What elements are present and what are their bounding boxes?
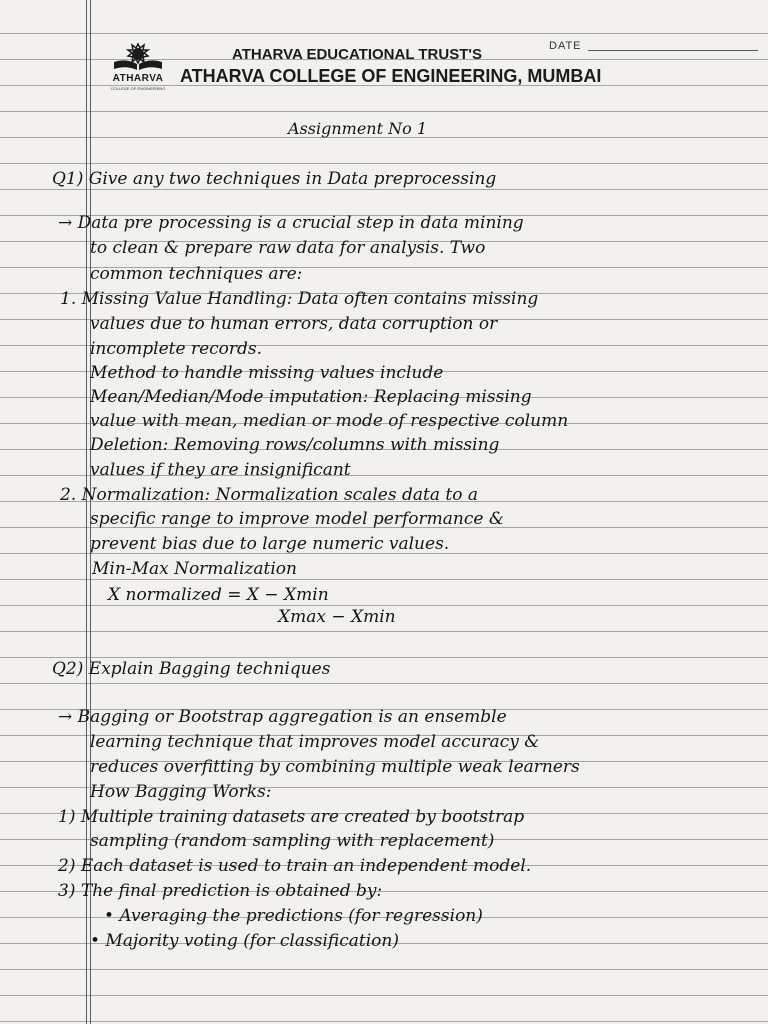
college-name: ATHARVA COLLEGE OF ENGINEERING, MUMBAI [180, 66, 602, 86]
text-line: reduces overfitting by combining multiple weak learners [90, 757, 580, 777]
text-line: specific range to improve model performance & [90, 509, 504, 529]
formula-denominator: Xmax − Xmin [278, 607, 396, 627]
logo-wordmark: ATHARVA [112, 73, 164, 84]
text-line: common techniques are: [90, 264, 303, 284]
text-line: 3) The final prediction is obtained by: [58, 881, 383, 901]
assignment-title: Assignment No 1 [288, 119, 427, 138]
text-line: 2) Each dataset is used to train an independent model. [58, 856, 532, 876]
text-line: Deletion: Removing rows/columns with missing [90, 435, 500, 455]
text-line: → Bagging or Bootstrap aggregation is an ensemble [58, 707, 507, 727]
text-line: incomplete records. [90, 339, 263, 359]
text-line: • Averaging the predictions (for regression) [104, 906, 483, 926]
page-header [0, 0, 768, 100]
date-field-line [588, 50, 758, 51]
trust-name: ATHARVA EDUCATIONAL TRUST'S [232, 46, 482, 63]
question-2: Q2) Explain Bagging techniques [52, 659, 331, 679]
text-line: 1) Multiple training datasets are created by bootstrap [58, 807, 525, 827]
text-line: values due to human errors, data corruption or [90, 314, 498, 334]
text-line: prevent bias due to large numeric values. [90, 534, 450, 554]
text-line: How Bagging Works: [90, 782, 272, 802]
text-line: value with mean, median or mode of respective column [90, 411, 569, 431]
text-line: 2. Normalization: Normalization scales data to a [60, 485, 478, 505]
text-line: learning technique that improves model accuracy & [90, 732, 540, 752]
text-line: sampling (random sampling with replacement) [90, 831, 495, 851]
logo-subtext: COLLEGE OF ENGINEERING [110, 86, 166, 91]
text-line: Method to handle missing values include [90, 363, 444, 383]
question-1: Q1) Give any two techniques in Data preprocessing [52, 169, 497, 189]
text-line: to clean & prepare raw data for analysis. Two [90, 238, 486, 258]
formula-numerator: X normalized = X − Xmin [108, 585, 329, 605]
text-line: values if they are insignificant [90, 460, 351, 480]
date-label: DATE [549, 40, 582, 52]
text-line: → Data pre processing is a crucial step in data mining [58, 213, 524, 233]
text-line: Min-Max Normalization [92, 559, 297, 579]
text-line: 1. Missing Value Handling: Data often contains missing [60, 289, 539, 309]
text-line: • Majority voting (for classification) [90, 931, 399, 951]
text-line: Mean/Median/Mode imputation: Replacing missing [90, 387, 532, 407]
